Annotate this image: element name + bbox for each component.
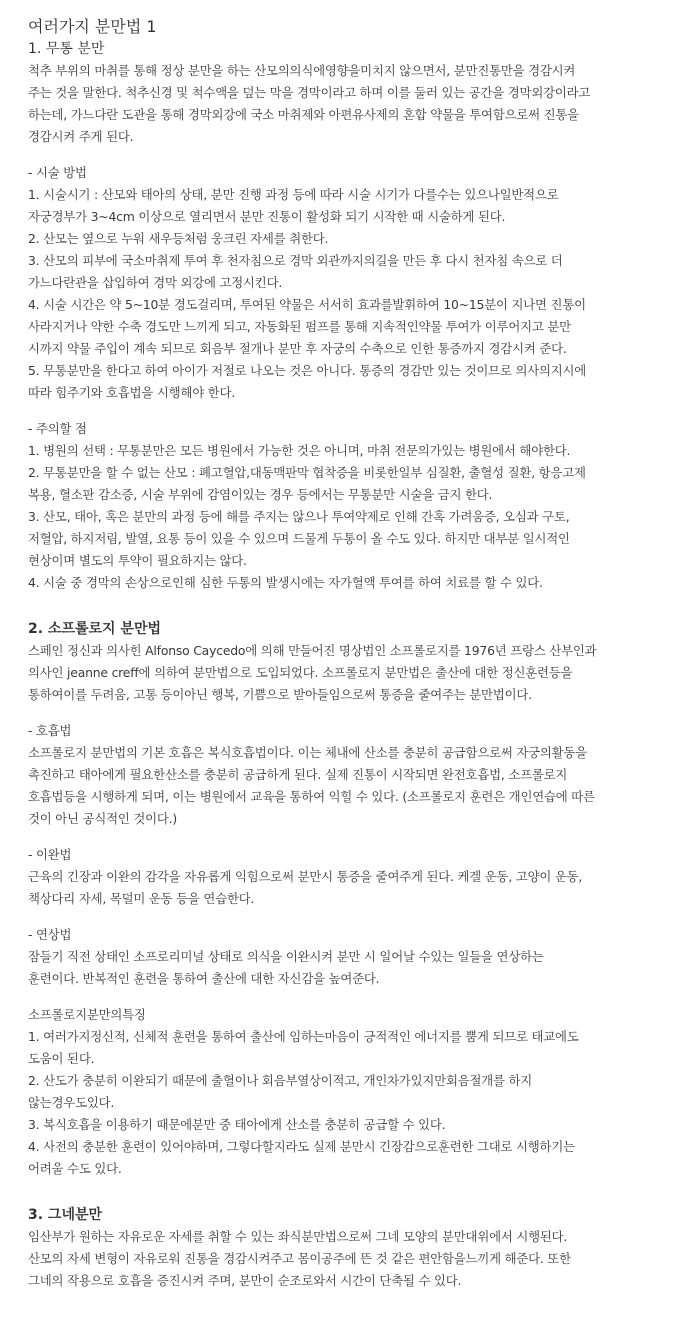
relax-text xyxy=(28,866,679,910)
text-line: 1. 병원의 선택 : 무통분만은 모든 병원에서 가능한 것은 아니며, 마취 전문의가있는 병원에서 해야한다. xyxy=(28,443,571,458)
text-line: 1. 여러가지정신적, 신체적 훈련을 통하여 출산에 임하는마음이 긍적적인 에너지를 뿜게 되므로 태교에도 xyxy=(28,1029,579,1044)
text-line: 도움이 된다. xyxy=(28,1051,95,1066)
sophrology-intro xyxy=(28,640,679,706)
text-line: 하는데, 가느다란 도관을 통해 경막외강에 국소 마취제와 아편유사제의 혼합 약물을 투여함으로써 진통을 xyxy=(28,107,579,122)
caution-heading: - 주의할 점 xyxy=(28,421,87,436)
text-line: 4. 사전의 충분한 훈련이 있어야하며, 그렇다할지라도 실제 분만시 긴장감으로훈련한 그대로 시행하기는 xyxy=(28,1139,575,1154)
text-line: 소프롤로지 분만법의 기본 호흡은 복식호흡법이다. 이는 체내에 산소를 충분히 공급함으로써 자궁의활동을 xyxy=(28,745,587,760)
assoc-text xyxy=(28,946,679,990)
text-line: 2. 무통분만을 할 수 없는 산모 : 폐고혈압,대동맥판막 협착증을 비롯한일부 심질환, 출혈성 질환, 항응고제 xyxy=(28,465,586,480)
section-swing-birth xyxy=(28,1204,679,1292)
text-line: 스페인 정신과 의사힌 Alfonso Caycedo에 의해 만들어진 명상법인 소프롤로지를 1976년 프랑스 산부인과 xyxy=(28,643,597,658)
text-line: 2. 산모는 옆으로 누워 새우등처럼 웅크린 자세를 취한다. xyxy=(28,231,329,246)
text-line: 사라지거나 약한 수축 경도만 느끼게 되고, 자동화된 펌프를 통해 지속적인약물 투여가 이루어지고 분만 xyxy=(28,319,571,334)
page-title: 여러가지 분만법 1 xyxy=(28,17,157,36)
text-line: 3. 복식호흡을 이용하기 때문에분만 중 태아에게 산소를 충분히 공급할 수 있다. xyxy=(28,1117,446,1132)
text-line: 5. 무통분만을 한다고 하여 아이가 저절로 나오는 것은 아니다. 통증의 경감만 있는 것이므로 의사의지시에 xyxy=(28,363,587,378)
section-heading-epidural: 1. 무통 분만 xyxy=(28,41,105,57)
features-heading: 소프롤로지분만의특징 xyxy=(28,1007,146,1022)
text-line: 훈련이다. 반복적인 훈련을 통하여 출산에 대한 자신감을 높여준다. xyxy=(28,971,380,986)
text-line: 척추 부위의 마취를 통해 정상 분만을 하는 산모의의식에영향을미치지 않으면서, 분만진통만을 경감시켜 xyxy=(28,63,576,78)
method-list xyxy=(28,184,679,404)
section-heading-sophrology: 2. 소프롤로지 분만법 xyxy=(28,621,161,637)
method-heading: - 시술 방법 xyxy=(28,165,87,180)
text-line: 3. 산모의 피부에 국소마취제 투여 후 천자침으로 경막 외관까지의길을 만든 후 다시 천자침 속으로 더 xyxy=(28,253,563,268)
text-line: 촉진하고 태아에게 필요한산소를 충분히 공급하게 된다. 실제 진통이 시작되면 완전호흡법, 소프롤로지 xyxy=(28,767,568,782)
text-line: 호흡법등을 시행하게 되며, 이는 병원에서 교육을 통하여 익힐 수 있다. (소프롤로지 훈련은 개인연습에 따른 xyxy=(28,789,595,804)
text-line: 현상이며 별도의 투약이 필요하지는 않다. xyxy=(28,553,247,568)
text-line: 경감시켜 주게 된다. xyxy=(28,129,134,144)
text-line: 4. 시술 중 경막의 손상으로인해 심한 두통의 발생시에는 자가혈액 투여를 하여 치료를 할 수 있다. xyxy=(28,575,543,590)
text-line: 않는경우도있다. xyxy=(28,1095,115,1110)
text-line: 것이 아닌 공식적인 것이다.) xyxy=(28,811,178,826)
text-line: 복용, 혈소판 감소증, 시술 부위에 감염이있는 경우 등에서는 무통분만 시술을 금지 한다. xyxy=(28,487,493,502)
text-line: 잠들기 직전 상태인 소프로리미널 상태로 의식을 이완시켜 분만 시 일어날 수있는 일들을 연상하는 xyxy=(28,949,544,964)
breath-text xyxy=(28,742,679,830)
text-line: 저혈압, 하지저림, 발열, 요통 등이 있을 수 있으며 드물게 두통이 올 수도 있다. 하지만 대부분 일시적인 xyxy=(28,531,570,546)
section-epidural xyxy=(28,38,679,594)
text-line: 책상다리 자세, 목덜미 운동 등을 연습한다. xyxy=(28,891,255,906)
text-line: 그네의 작용으로 호흡을 증진시켜 주며, 분만이 순조로와서 시간이 단축될 수 있다. xyxy=(28,1273,462,1288)
assoc-heading: - 연상법 xyxy=(28,927,72,942)
caution-list xyxy=(28,440,679,594)
text-line: 2. 산도가 충분히 이완되기 때문에 출혈이나 회음부열상이적고, 개인차가있지만회음절개를 하지 xyxy=(28,1073,533,1088)
text-line: 가느다란관을 삽입하여 경막 외강에 고정시킨다. xyxy=(28,275,283,290)
text-line: 임산부가 원하는 자유로운 자세를 취할 수 있는 좌식분만법으로써 그네 모양의 분만대위에서 시행된다. xyxy=(28,1229,568,1244)
text-line: 시까지 약물 주입이 계속 되므로 회음부 절개나 분만 후 자궁의 수축으로 인한 통증까지 경감시켜 준다. xyxy=(28,341,567,356)
text-line: 어려울 수도 있다. xyxy=(28,1161,122,1176)
text-line: 3. 산모, 태아, 혹은 분만의 과정 등에 해를 주지는 않으나 투여약제로 인해 간혹 가려움증, 오심과 구토, xyxy=(28,509,570,524)
breath-heading: - 호흡법 xyxy=(28,723,72,738)
text-line: 통하여이를 두려움, 고통 등이아닌 행복, 기쁨으로 받아들임으로써 통증을 줄여주는 분만법이다. xyxy=(28,687,532,702)
features-list xyxy=(28,1026,679,1180)
section-sophrology xyxy=(28,618,679,1180)
text-line: 따라 힘주기와 호흡법을 시행해야 한다. xyxy=(28,385,236,400)
text-line: 1. 시술시기 : 산모와 태아의 상태, 분만 진행 과정 등에 따라 시술 시기가 다를수는 있으나일반적으로 xyxy=(28,187,559,202)
section-heading-swing: 3. 그네분만 xyxy=(28,1207,103,1223)
text-line: 자궁경부가 3~4cm 이상으로 열리면서 분만 진통이 활성화 되기 시작한 때 시술하게 된다. xyxy=(28,209,506,224)
text-line: 근육의 긴장과 이완의 감각을 자유롭게 익힘으로써 분만시 통증을 줄여주게 된다. 케겔 운동, 고양이 운동, xyxy=(28,869,583,884)
epidural-intro xyxy=(28,60,679,148)
swing-text xyxy=(28,1226,679,1292)
text-line: 주는 것을 말한다. 척추신경 및 척수액을 덮는 막을 경막이라고 하며 이를 둘러 있는 공간을 경막외강이라고 xyxy=(28,85,591,100)
relax-heading: - 이완법 xyxy=(28,847,72,862)
text-line: 4. 시술 시간은 약 5~10분 경도걸리며, 투여된 약물은 서서히 효과를발휘하여 10~15분이 지나면 진통이 xyxy=(28,297,586,312)
text-line: 의사인 jeanne creff에 의하여 분만법으로 도입되었다. 소프롤로지 분만법은 출산에 대한 정신훈련등을 xyxy=(28,665,573,680)
text-line: 산모의 자세 변형이 자유로워 진통을 경감시켜주고 몸이공주에 뜬 것 같은 편안함을느끼게 해준다. 또한 xyxy=(28,1251,571,1266)
